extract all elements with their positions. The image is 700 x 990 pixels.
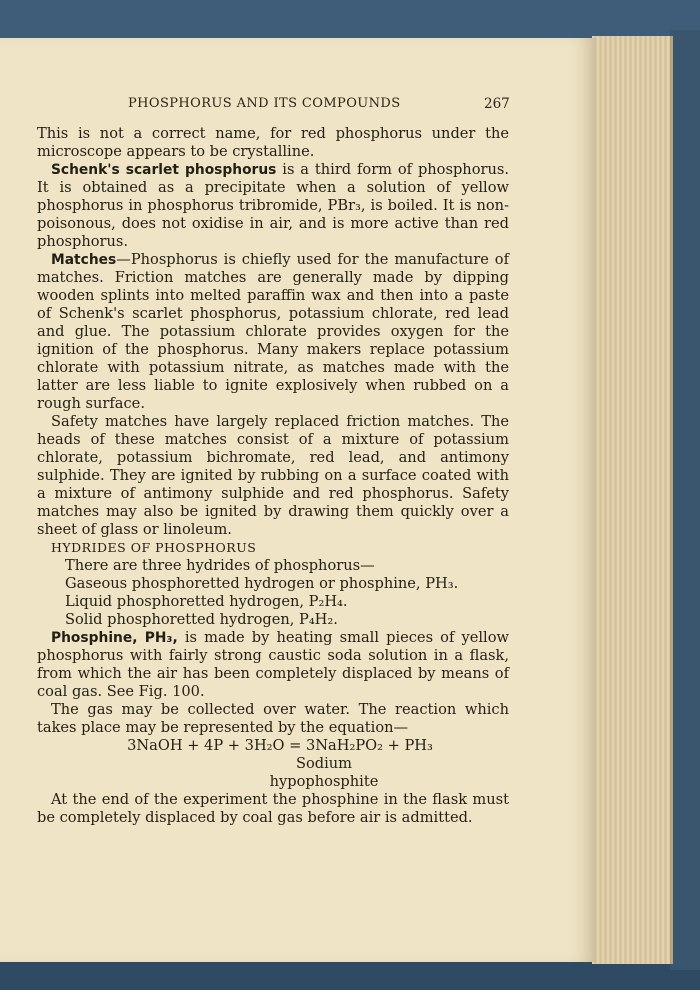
paragraph: Safety matches have largely replaced friction matches. The heads of these matches consist of a mixture of potassium chlorate, potassium bichromate, red lead, and antimony sulphide. They are ignited by rubbing on a surface coated with a mixture of antimony sulphide and red phosphorus. Safety matches may also be ignited by drawing them quickly over a sheet of glass or linoleum.	[37, 413, 509, 538]
paragraph-text: —Phosphorus is chiefly used for the manufacture of matches. Friction matches are generally made by dipping wooden splints into melted paraffin wax and then into a paste of Schenk's scarlet phosphorus, potassium chlorate, red lead and glue. The potassium chlorate provides oxygen for the ignition of the phosphorus. Many makers replace potassium chlorate with potassium nitrate, as matches made with the latter are less liable to ignite explosively when rubbed on a rough surface.	[37, 251, 509, 412]
list-item: Liquid phosphoretted hydrogen, P₂H₄.	[65, 593, 348, 610]
book-cover-bottom	[0, 962, 700, 990]
paragraph: The gas may be collected over water. The reaction which takes place may be represented by the equation—	[37, 701, 509, 736]
paragraph-text: is a third form of phosphorus. It is obtained as a precipitate when a solution of yellow phosphorus in phosphorus tribromide, PBr₃, is boiled. It is non-poisonous, does not oxidise in air, and is more active than red phosphorus.	[37, 161, 509, 250]
section-heading: HYDRIDES OF PHOSPHORUS	[51, 540, 257, 555]
page-number: 267	[484, 96, 510, 112]
paragraph: At the end of the experiment the phosphine in the flask must be completely displaced by coal gas before air is admitted.	[37, 791, 509, 826]
bold-term: Schenk's scarlet phosphorus	[51, 162, 277, 178]
paragraph	[37, 161, 509, 251]
bold-term: Phosphine, PH₃,	[51, 630, 178, 646]
bold-term: Matches	[51, 252, 117, 268]
list-item: Solid phosphoretted hydrogen, P₄H₂.	[65, 611, 338, 628]
list-item: Gaseous phosphoretted hydrogen or phosphine, PH₃.	[65, 575, 459, 592]
equation-label: hypophosphite	[269, 773, 379, 790]
page-text	[37, 125, 509, 827]
equation-label: Sodium	[295, 755, 353, 772]
paragraph: This is not a correct name, for red phosphorus under the microscope appears to be crystalline.	[37, 125, 509, 160]
page-edges	[592, 36, 673, 964]
chemical-equation: 3NaOH + 4P + 3H₂O = 3NaH₂PO₂ + PH₃	[127, 737, 433, 754]
paragraph	[37, 251, 509, 413]
book-cover-edge	[670, 30, 700, 970]
list-intro: There are three hydrides of phosphorus—	[65, 557, 375, 574]
paragraph-text: is made by heating small pieces of yellow phosphorus with fairly strong caustic soda solution in a flask, from which the air has been completely displaced by means of coal gas. See Fig. 100.	[37, 629, 509, 700]
paragraph	[37, 629, 509, 701]
running-head: PHOSPHORUS AND ITS COMPOUNDS	[128, 96, 401, 111]
